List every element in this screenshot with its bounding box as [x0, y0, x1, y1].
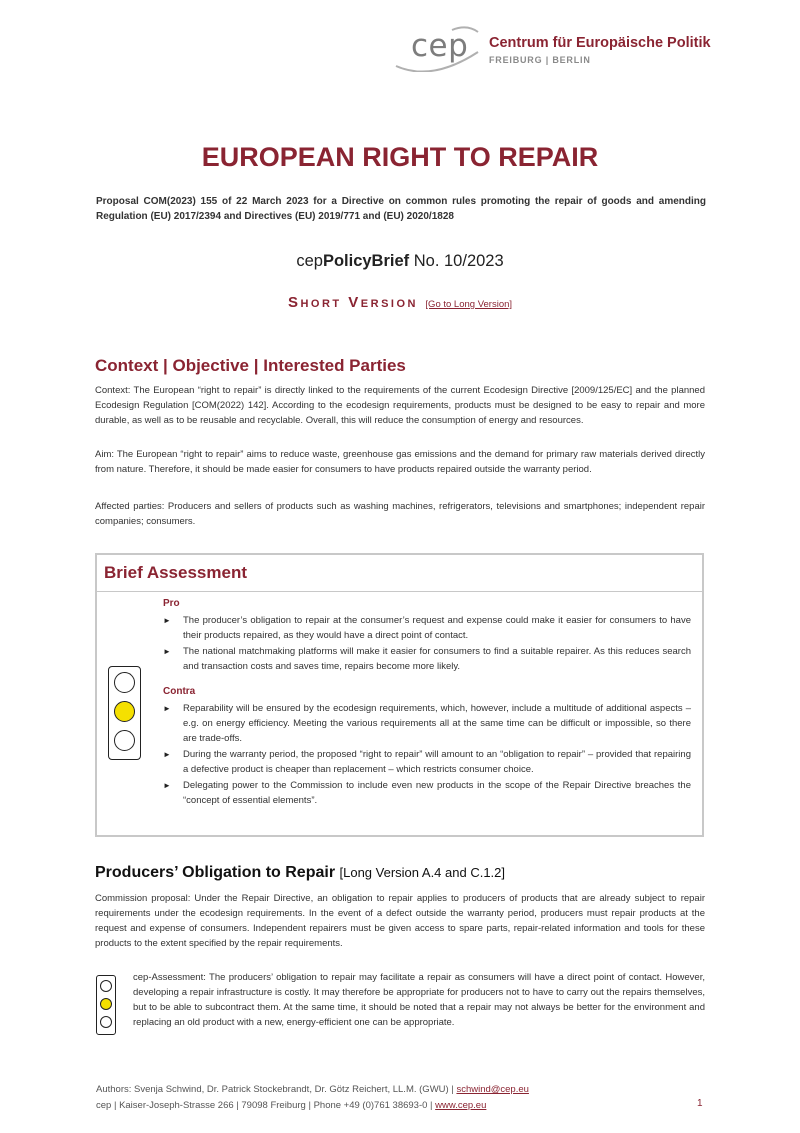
- cep-logo: [392, 22, 712, 72]
- email-link[interactable]: schwind@cep.eu: [456, 1084, 529, 1095]
- cep-assessment-paragraph: cep-Assessment: The producers’ obligation to repair may facilitate a repair as consumers will have a direct point of contact. However, developing a repair infrastructure is costly. It may therefore be appropriate for producers not to have to carry out the repairs themselves, but to be able to subcontract them. At the same time, it should be noted that a repair may not always be better for the environment and replacing an old product with a new, energy-efficient one can be appropriate.: [133, 972, 705, 1028]
- footer-address-line: [96, 1098, 529, 1114]
- producers-ref: [Long Version A.4 and C.1.2]: [339, 865, 506, 880]
- green-lamp: [114, 730, 135, 751]
- assessment-divider: [97, 591, 702, 592]
- producers-heading-text: Producers’ Obligation to Repair: [95, 864, 336, 881]
- brief-prefix: cep: [296, 252, 323, 270]
- short-version-line: [0, 294, 800, 312]
- contra-label: Contra: [163, 686, 196, 697]
- yellow-lamp: [114, 701, 135, 722]
- brief-number: No. 10/2023: [413, 252, 504, 270]
- policy-brief-number: [0, 252, 800, 271]
- commission-proposal-paragraph: Commission proposal: Under the Repair Directive, an obligation to repair applies to producers of products that are already subject to repair requirements under the ecodesign requirements. In the event of a defect outside the warranty period, producers must repair products at the request and expense of consumers. Independent repairers must be given access to spare parts, repair-related information and tools for these products to the extent specified by the repair requirements.: [95, 893, 705, 949]
- footer-authors-line: [96, 1082, 529, 1098]
- pro-item: ► The national matchmaking platforms will make it easier for consumers to find a suitable repairer. As this reduces search and transaction costs and saves time, repairs become more likely.: [163, 646, 691, 672]
- aim-paragraph: Aim: The European “right to repair” aims to reduce waste, greenhouse gas emissions and the demand for primary raw materials derived directly from nature. Therefore, it should be made easier for consumers to have products repaired outside the warranty period.: [95, 449, 705, 475]
- arrow-right-icon: ►: [163, 647, 171, 656]
- affected-parties-paragraph: Affected parties: Producers and sellers of products such as washing machines, refrigerators, televisions and smartphones; independent repair companies; consumers.: [95, 501, 705, 527]
- document-subtitle: Proposal COM(2023) 155 of 22 March 2023 for a Directive on common rules promoting the repair of goods and amending Regulation (EU) 2017/2394 and Directives (EU) 2019/771 and (EU) 2020/1828: [96, 196, 706, 222]
- logo-mark: cep: [411, 28, 469, 64]
- brief-assessment-heading: Brief Assessment: [104, 563, 247, 582]
- page-number: 1: [697, 1098, 703, 1109]
- footer-authors: Authors: Svenja Schwind, Dr. Patrick Stockebrandt, Dr. Götz Reichert, LL.M. (GWU) |: [96, 1084, 454, 1095]
- arrow-right-icon: ►: [163, 704, 171, 713]
- arrow-right-icon: ►: [163, 781, 171, 790]
- footer: [96, 1082, 529, 1114]
- contra-item: ► Delegating power to the Commission to include even new products in the scope of the Repair Directive breaches the “concept of essential elements”.: [163, 780, 691, 806]
- context-heading: Context | Objective | Interested Parties: [95, 356, 406, 375]
- website-link[interactable]: www.cep.eu: [435, 1100, 487, 1111]
- arrow-right-icon: ►: [163, 616, 171, 625]
- brief-bold: PolicyBrief: [322, 252, 410, 270]
- logo-cities: FREIBURG | BERLIN: [489, 55, 591, 65]
- green-lamp-small: [100, 1016, 112, 1028]
- pro-list: [163, 613, 691, 675]
- arrow-right-icon: ►: [163, 750, 171, 759]
- context-paragraph: Context: The European “right to repair” is directly linked to the requirements of the current Ecodesign Directive [2009/125/EC] and the planned Ecodesign Regulation [COM(2022) 142]. According to the ecodesign requirements, products must be designed to be easy to repair and more durable, as well as to be reusable and recyclable. Overall, this will reduce the consumption of energy and resources.: [95, 385, 705, 426]
- brief-assessment-box: [95, 553, 704, 837]
- red-lamp-small: [100, 980, 112, 992]
- pro-label: Pro: [163, 598, 180, 609]
- red-lamp: [114, 672, 135, 693]
- contra-item: ► Reparability will be ensured by the ecodesign requirements, which, however, include a multitude of additional aspects – e.g. on energy efficiency. Meeting the various requirements all at the same time can be difficult or impossible, so there are trade-offs.: [163, 703, 691, 744]
- short-version-label: Short Version: [287, 294, 418, 311]
- contra-list: [163, 701, 691, 809]
- logo-name: Centrum für Europäische Politik: [489, 35, 711, 51]
- producers-heading: [95, 864, 505, 882]
- traffic-light-small-icon: [96, 975, 116, 1035]
- pro-item: ► The producer’s obligation to repair at the consumer’s request and expense could make it easier for consumers to have their products repaired, as they would have a direct point of contact.: [163, 615, 691, 641]
- document-title: EUROPEAN RIGHT TO REPAIR: [201, 142, 599, 172]
- long-version-link[interactable]: [Go to Long Version]: [425, 299, 513, 310]
- traffic-light-icon: [108, 666, 141, 760]
- footer-address: cep | Kaiser-Joseph-Strasse 266 | 79098 Freiburg | Phone +49 (0)761 38693-0 |: [96, 1100, 433, 1111]
- yellow-lamp-small: [100, 998, 112, 1010]
- contra-item: ► During the warranty period, the proposed “right to repair” will amount to an “obligation to repair” – provided that repairing a defective product is cheaper than replacement – which restricts consumer choice.: [163, 749, 691, 775]
